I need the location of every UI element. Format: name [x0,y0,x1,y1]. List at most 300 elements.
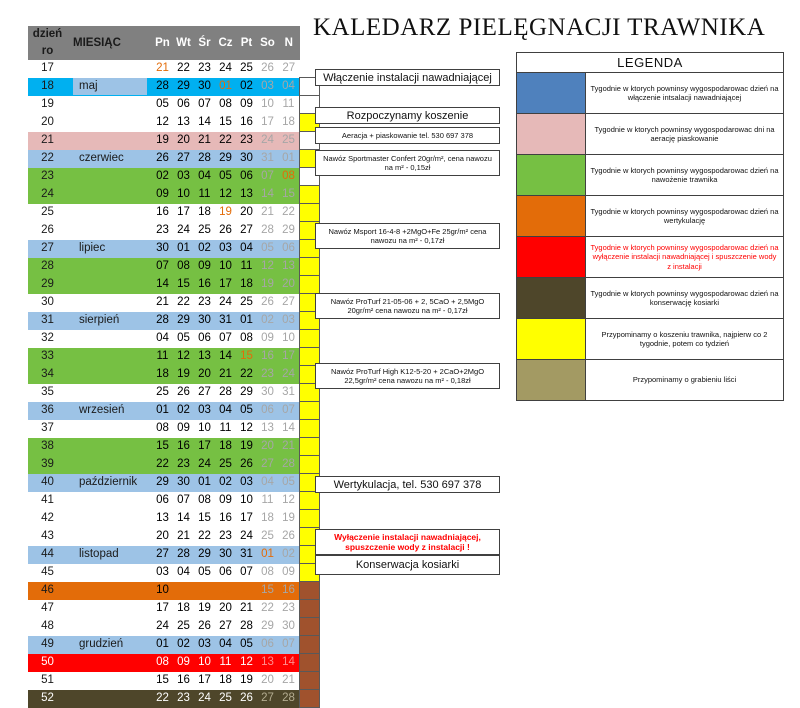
table-row[interactable] [28,294,320,312]
day-cell[interactable]: 05 [198,566,211,578]
day-cell[interactable]: 06 [261,638,274,650]
day-cell[interactable]: 28 [282,458,295,470]
table-row[interactable] [28,312,320,330]
day-cell[interactable]: 24 [240,530,253,542]
day-cell[interactable]: 17 [198,440,211,452]
day-cell[interactable]: 04 [219,638,232,650]
day-cell[interactable]: 28 [198,152,211,164]
day-cell[interactable]: 25 [177,620,190,632]
day-cell[interactable]: 10 [282,332,295,344]
day-cell[interactable]: 06 [177,98,190,110]
day-cell[interactable]: 24 [261,134,274,146]
day-cell[interactable]: 27 [261,692,274,704]
day-cell[interactable]: 05 [282,476,295,488]
day-cell[interactable]: 23 [177,458,190,470]
day-cell[interactable]: 01 [156,404,169,416]
day-cell[interactable]: 23 [240,134,253,146]
day-cell[interactable]: 23 [282,602,295,614]
day-cell[interactable]: 02 [261,314,274,326]
day-cell[interactable]: 24 [219,296,232,308]
day-cell[interactable]: 02 [240,80,253,92]
day-cell[interactable]: 24 [219,62,232,75]
day-cell[interactable]: 29 [282,224,295,236]
day-cell[interactable]: 25 [219,692,232,704]
day-cell[interactable]: 25 [156,386,169,398]
day-cell[interactable]: 22 [177,296,190,308]
day-cell[interactable]: 18 [156,368,169,380]
day-cell[interactable]: 08 [156,656,169,668]
day-cell[interactable]: 07 [261,170,274,182]
day-cell[interactable]: 14 [219,350,232,362]
day-cell[interactable]: 11 [219,656,232,668]
day-cell[interactable]: 09 [240,98,253,110]
day-cell[interactable]: 21 [177,530,190,542]
day-cell[interactable]: 20 [177,134,190,146]
day-cell[interactable]: 31 [240,548,253,560]
day-cell[interactable]: 06 [198,332,211,344]
table-row[interactable] [28,438,320,456]
day-cell[interactable]: 17 [261,116,274,128]
day-cell[interactable]: 02 [156,170,169,182]
day-cell[interactable]: 16 [198,278,211,290]
table-row[interactable] [28,78,320,96]
day-cell[interactable]: 30 [198,80,211,92]
day-cell[interactable]: 08 [219,98,232,110]
day-cell[interactable]: 13 [261,656,274,668]
day-cell[interactable]: 20 [282,278,295,290]
day-cell[interactable]: 28 [156,314,169,326]
day-cell[interactable]: 25 [261,530,274,542]
week-number-cell: 44 [41,548,54,560]
day-cell[interactable]: 03 [198,404,211,416]
day-cell[interactable]: 16 [156,206,169,218]
reminder-cell [300,600,320,618]
day-cell[interactable]: 19 [219,206,232,218]
week-number-cell: 17 [41,62,54,75]
day-cell[interactable]: 06 [240,170,253,182]
day-cell[interactable]: 10 [219,260,232,272]
table-row[interactable] [28,60,320,78]
day-cell[interactable]: 24 [177,224,190,236]
day-cell[interactable]: 04 [219,404,232,416]
day-cell[interactable]: 02 [219,476,232,488]
day-cell[interactable]: 13 [261,422,274,434]
day-cell[interactable]: 05 [177,332,190,344]
table-row[interactable] [28,474,320,492]
day-cell[interactable]: 25 [282,134,295,146]
day-cell[interactable]: 18 [261,512,274,524]
day-cell[interactable]: 09 [198,260,211,272]
day-cell[interactable]: 21 [240,602,253,614]
day-cell[interactable]: 24 [156,620,169,632]
day-cell[interactable]: 11 [282,98,295,110]
day-cell[interactable]: 10 [177,188,190,200]
day-cell[interactable]: 19 [198,602,211,614]
day-cell[interactable]: 11 [261,494,274,506]
day-cell[interactable]: 05 [219,170,232,182]
day-cell[interactable]: 01 [198,476,211,488]
day-cell[interactable]: 31 [282,386,295,398]
day-cell[interactable]: 25 [240,296,253,308]
day-cell[interactable]: 14 [282,656,295,668]
day-cell[interactable]: 23 [219,530,232,542]
day-cell[interactable]: 17 [177,206,190,218]
day-cell[interactable]: 09 [282,566,295,578]
day-cell[interactable]: 20 [240,206,253,218]
day-cell[interactable]: 29 [261,620,274,632]
table-row[interactable] [28,600,320,618]
day-cell[interactable]: 01 [261,548,274,560]
day-cell[interactable]: 03 [282,314,295,326]
day-cell[interactable]: 06 [261,404,274,416]
week-number-cell: 22 [41,152,54,164]
day-cell[interactable]: 27 [282,62,296,75]
day-cell[interactable]: 07 [156,260,169,272]
day-cell[interactable]: 11 [198,188,211,200]
day-cell[interactable]: 30 [156,242,169,254]
day-cell[interactable]: 26 [261,296,274,308]
day-cell[interactable]: 29 [198,548,211,560]
day-cell[interactable]: 23 [177,692,190,704]
day-cell[interactable]: 08 [282,170,295,182]
table-row[interactable] [28,420,320,438]
day-cell[interactable]: 04 [261,476,274,488]
day-cell[interactable]: 08 [240,332,253,344]
day-cell[interactable]: 06 [219,566,232,578]
day-cell[interactable]: 26 [219,224,232,236]
day-cell[interactable]: 05 [240,404,253,416]
day-cell[interactable]: 03 [198,638,211,650]
day-cell[interactable]: 12 [177,350,190,362]
day-cell[interactable]: 27 [156,548,169,560]
day-cell[interactable]: 12 [198,584,211,596]
day-cell[interactable]: 09 [261,332,274,344]
table-row[interactable] [28,528,320,546]
table-row[interactable] [28,258,320,276]
day-cell[interactable]: 27 [177,152,190,164]
day-cell[interactable]: 28 [219,386,232,398]
day-cell[interactable]: 12 [156,116,169,128]
day-cell[interactable]: 27 [261,458,274,470]
table-row[interactable] [28,114,320,132]
day-cell[interactable]: 23 [198,62,211,75]
table-row[interactable] [28,546,320,564]
day-cell[interactable]: 05 [240,638,253,650]
table-row[interactable] [28,330,320,348]
day-cell[interactable]: 28 [240,620,253,632]
day-cell[interactable]: 23 [261,368,274,380]
table-row[interactable] [28,366,320,384]
day-cell[interactable]: 02 [198,242,211,254]
day-cell[interactable]: 22 [198,530,211,542]
day-cell[interactable]: 08 [156,422,169,434]
legend-color-swatch [517,114,586,154]
table-row[interactable] [28,564,320,582]
week-number-cell: 18 [41,80,54,92]
table-row[interactable] [28,402,320,420]
day-cell[interactable]: 06 [156,494,169,506]
day-cell[interactable]: 15 [177,278,190,290]
day-cell[interactable]: 18 [177,602,190,614]
table-row[interactable] [28,186,320,204]
day-cell[interactable]: 03 [240,476,253,488]
day-cell[interactable]: 08 [177,260,190,272]
day-cell[interactable]: 10 [198,422,211,434]
day-cell[interactable]: 26 [261,62,274,75]
day-cell[interactable]: 01 [240,314,253,326]
day-cell[interactable]: 21 [219,368,232,380]
table-row[interactable] [28,654,320,672]
day-cell[interactable]: 22 [219,134,232,146]
month-name-cell [67,348,147,366]
day-cell[interactable]: 12 [261,260,274,272]
day-cell[interactable]: 19 [240,440,253,452]
table-row[interactable] [28,582,320,600]
day-cell[interactable]: 01 [219,80,232,92]
day-cell[interactable]: 26 [240,458,253,470]
day-cell[interactable]: 16 [261,350,274,362]
day-cell[interactable]: 17 [282,350,295,362]
day-cell[interactable]: 02 [282,548,295,560]
day-cell[interactable]: 13 [177,116,190,128]
header-day-thu: Cz [215,26,236,60]
table-row[interactable] [28,204,320,222]
day-cell[interactable]: 14 [282,422,295,434]
table-row[interactable] [28,96,320,114]
day-cell[interactable]: 30 [198,314,211,326]
day-cell[interactable]: 09 [177,656,190,668]
day-cell[interactable]: 21 [282,674,295,686]
day-cell[interactable]: 15 [219,116,232,128]
table-row[interactable] [28,150,320,168]
day-cell[interactable]: 14 [261,188,274,200]
table-row[interactable] [28,276,320,294]
month-name-cell [67,528,147,546]
reminder-cell [300,186,320,204]
day-cell[interactable]: 11 [156,350,169,362]
table-row[interactable] [28,492,320,510]
day-cell[interactable]: 19 [261,278,274,290]
day-cell[interactable]: 24 [198,692,211,704]
day-cell[interactable]: 27 [282,296,295,308]
table-row[interactable] [28,222,320,240]
day-cell[interactable]: 29 [240,386,253,398]
table-row[interactable] [28,384,320,402]
day-cell[interactable]: 02 [177,404,190,416]
day-cell[interactable]: 19 [282,512,295,524]
day-cell[interactable]: 21 [156,296,169,308]
day-cell[interactable]: 22 [261,602,274,614]
day-cell[interactable]: 18 [219,440,232,452]
day-cell[interactable]: 07 [240,566,253,578]
week-number-cell: 45 [41,566,54,578]
table-row[interactable] [28,672,320,690]
day-cell[interactable]: 27 [219,620,232,632]
day-cell[interactable]: 18 [198,206,211,218]
day-cell[interactable]: 25 [198,224,211,236]
day-cell[interactable]: 25 [219,458,232,470]
day-cell[interactable]: 29 [156,476,169,488]
day-cell[interactable]: 29 [177,80,190,92]
day-cell[interactable]: 20 [219,602,232,614]
day-cell[interactable]: 28 [156,80,169,92]
day-cell[interactable]: 29 [219,152,232,164]
day-cell[interactable]: 03 [261,80,274,92]
day-cell[interactable]: 16 [282,584,295,596]
day-cell[interactable]: 20 [261,440,274,452]
table-row[interactable] [28,240,320,258]
day-cell[interactable]: 26 [198,620,211,632]
day-cell[interactable]: 15 [261,584,274,596]
day-cell[interactable]: 17 [240,512,253,524]
day-cell[interactable]: 11 [219,422,232,434]
legend-panel [516,52,784,401]
day-cell[interactable]: 04 [282,80,295,92]
day-cell[interactable]: 04 [198,170,211,182]
day-cell[interactable]: 20 [198,368,211,380]
day-cell[interactable]: 16 [177,440,190,452]
day-cell[interactable]: 16 [177,674,190,686]
day-cell[interactable]: 07 [198,98,211,110]
day-cell[interactable]: 04 [156,332,169,344]
day-cell[interactable]: 08 [261,566,274,578]
day-cell[interactable]: 10 [198,656,211,668]
day-cell[interactable]: 22 [156,692,169,704]
day-cell[interactable]: 13 [240,188,253,200]
day-cell[interactable]: 13 [282,260,295,272]
day-cell[interactable]: 07 [282,404,295,416]
day-cell[interactable]: 30 [282,620,295,632]
day-cell[interactable]: 19 [177,368,190,380]
table-row[interactable] [28,132,320,150]
day-cell[interactable]: 07 [177,494,190,506]
day-cell[interactable]: 22 [240,368,253,380]
day-cell[interactable]: 21 [198,134,211,146]
day-cell[interactable]: 17 [198,674,211,686]
day-cell[interactable]: 23 [198,296,211,308]
day-cell[interactable]: 30 [219,548,232,560]
day-cell[interactable]: 06 [282,242,295,254]
day-cell[interactable]: 21 [261,206,274,218]
day-cell[interactable]: 19 [240,674,253,686]
day-cell[interactable]: 13 [198,350,211,362]
day-cell[interactable]: 12 [240,656,253,668]
day-cell[interactable]: 18 [219,674,232,686]
day-cell[interactable]: 14 [177,512,190,524]
day-cell[interactable]: 10 [240,494,253,506]
table-row[interactable] [28,168,320,186]
day-cell[interactable]: 10 [261,98,274,110]
day-cell[interactable]: 17 [156,602,169,614]
table-row[interactable] [28,348,320,366]
day-cell[interactable]: 22 [177,62,190,75]
day-cell[interactable]: 26 [240,692,253,704]
day-cell[interactable]: 16 [240,116,253,128]
day-cell[interactable]: 07 [219,332,232,344]
day-cell[interactable]: 04 [177,566,190,578]
day-cell[interactable]: 15 [282,188,295,200]
day-cell[interactable]: 09 [156,188,169,200]
day-cell[interactable]: 18 [240,278,253,290]
day-cell[interactable]: 09 [219,494,232,506]
day-cell[interactable]: 07 [282,638,295,650]
day-cell[interactable]: 22 [282,206,295,218]
day-cell[interactable]: 05 [156,98,169,110]
day-cell[interactable]: 30 [177,476,190,488]
day-cell[interactable]: 28 [282,692,295,704]
day-cell[interactable]: 01 [156,638,169,650]
day-cell[interactable]: 14 [156,278,169,290]
day-cell[interactable]: 20 [261,674,274,686]
day-cell[interactable]: 12 [219,188,232,200]
table-row[interactable] [28,636,320,654]
day-cell[interactable]: 04 [240,242,253,254]
day-cell[interactable]: 20 [156,530,169,542]
day-cell[interactable]: 15 [240,350,253,362]
day-cell[interactable]: 01 [177,242,190,254]
day-cell[interactable]: 02 [177,638,190,650]
day-cell[interactable]: 15 [156,440,169,452]
day-cell[interactable]: 22 [156,458,169,470]
table-row[interactable] [28,510,320,528]
day-cell[interactable]: 12 [240,422,253,434]
day-cell[interactable]: 13 [219,584,232,596]
day-cell[interactable]: 14 [198,116,211,128]
day-cell[interactable]: 30 [240,152,253,164]
day-cell[interactable]: 01 [282,152,295,164]
day-cell[interactable]: 15 [198,512,211,524]
day-cell[interactable]: 15 [156,674,169,686]
day-cell[interactable]: 28 [177,548,190,560]
day-cell[interactable]: 21 [282,440,295,452]
day-cell[interactable]: 11 [240,260,253,272]
day-cell[interactable]: 26 [177,386,190,398]
day-cell[interactable]: 03 [177,170,190,182]
day-cell[interactable]: 16 [219,512,232,524]
day-cell[interactable]: 27 [198,386,211,398]
table-row[interactable] [28,456,320,474]
day-cell[interactable]: 10 [156,584,169,596]
day-cell[interactable]: 18 [282,116,295,128]
day-cell[interactable]: 26 [282,530,295,542]
day-cell[interactable]: 14 [240,584,253,596]
day-cell[interactable]: 27 [240,224,253,236]
day-cell[interactable]: 13 [156,512,169,524]
day-cell[interactable] [173,582,194,600]
day-cell[interactable]: 25 [240,62,253,75]
day-cell[interactable]: 21 [156,62,169,75]
day-cell[interactable]: 29 [177,314,190,326]
day-cell[interactable]: 23 [156,224,169,236]
day-cell[interactable]: 17 [219,278,232,290]
day-cell[interactable]: 30 [261,386,274,398]
day-cell[interactable]: 28 [261,224,274,236]
day-cell[interactable]: 05 [261,242,274,254]
table-row[interactable] [28,618,320,636]
day-cell[interactable]: 24 [198,458,211,470]
table-row[interactable] [28,690,320,708]
day-cell[interactable]: 19 [156,134,169,146]
day-cell[interactable]: 03 [219,242,232,254]
day-cell[interactable]: 31 [261,152,274,164]
day-cell[interactable]: 03 [156,566,169,578]
day-cell[interactable]: 31 [219,314,232,326]
day-cell[interactable]: 08 [198,494,211,506]
day-cell[interactable]: 09 [177,422,190,434]
day-cell[interactable]: 12 [282,494,295,506]
day-cell[interactable]: 24 [282,368,295,380]
day-cell[interactable]: 26 [156,152,169,164]
